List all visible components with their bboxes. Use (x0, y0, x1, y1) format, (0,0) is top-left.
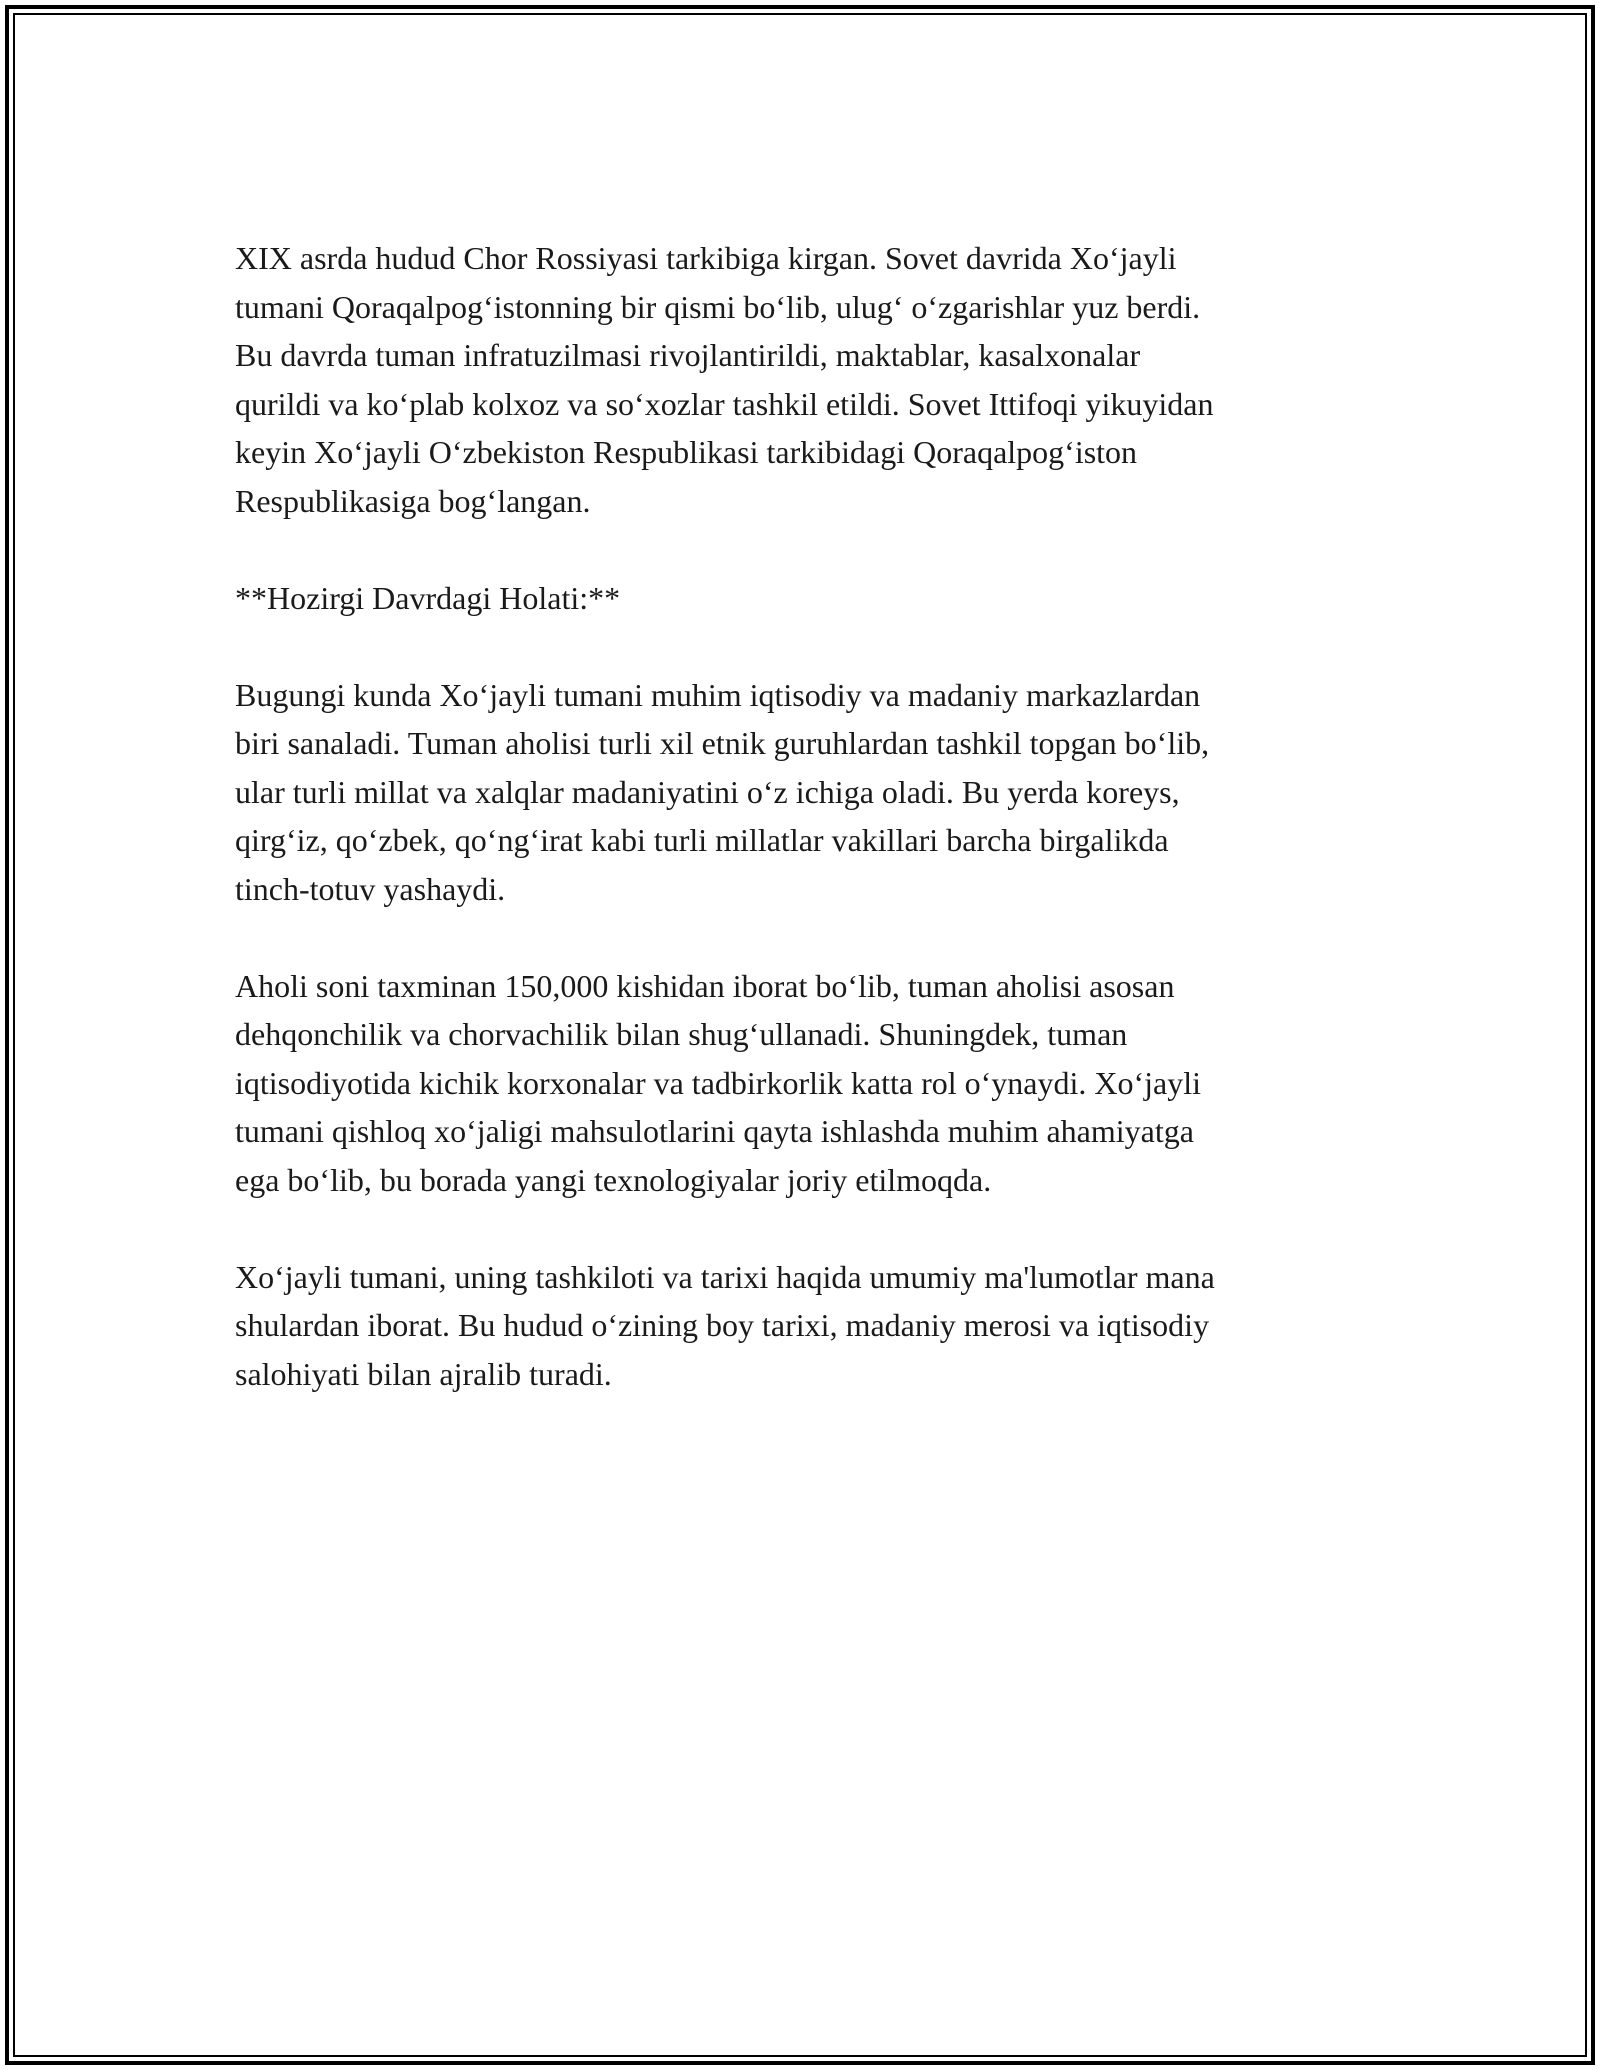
paragraph-summary: Xo‘jayli tumani, uning tashkiloti va tarixi haqida umumiy ma'lumotlar mana shulardan iborat. Bu hudud o‘zining boy tarixi, madaniy merosi va iqtisodiy salohiyati bilan ajralib turadi. (235, 1258, 1215, 1392)
paragraph-current-state: Bugungi kunda Xo‘jayli tumani muhim iqtisodiy va madaniy markazlardan biri sanaladi. Tuman aholisi turli xil etnik guruhlardan tashkil topgan bo‘lib, ular turli millat va xalqlar madaniyatini o‘z ichiga oladi. Bu yerda koreys, qirg‘iz, qo‘zbek, qo‘ng‘irat kabi turli millatlar vakillari barcha birgalikda tinch-totuv yashaydi. (235, 676, 1210, 907)
paragraph-history: XIX asrda hudud Chor Rossiyasi tarkibiga kirgan. Sovet davrida Xo‘jayli tumani Qoraqalpog‘istonning bir qismi bo‘lib, ulug‘ o‘zgarishlar yuz berdi. Bu davrda tuman infratuzilmasi rivojlantirildi, maktablar, kasalxonalar qurildi va ko‘plab kolxoz va so‘xozlar tashkil etildi. Sovet Ittifoqi yikuyidan keyin Xo‘jayli O‘zbekiston Respublikasi tarkibidagi Qoraqalpog‘iston Respublikasiga bog‘langan. (235, 240, 1214, 519)
document-body (235, 234, 1375, 1447)
section-heading: **Hozirgi Davrdagi Holati:** (235, 579, 621, 616)
paragraph-population: Aholi soni taxminan 150,000 kishidan iborat bo‘lib, tuman aholisi asosan dehqonchilik va chorvachilik bilan shug‘ullanadi. Shuningdek, tuman iqtisodiyotida kichik korxonalar va tadbirkorlik katta rol o‘ynaydi. Xo‘jayli tumani qishloq xo‘jaligi mahsulotlarini qayta ishlashda muhim ahamiyatga ega bo‘lib, bu borada yangi texnologiyalar joriy etilmoqda. (235, 967, 1201, 1198)
